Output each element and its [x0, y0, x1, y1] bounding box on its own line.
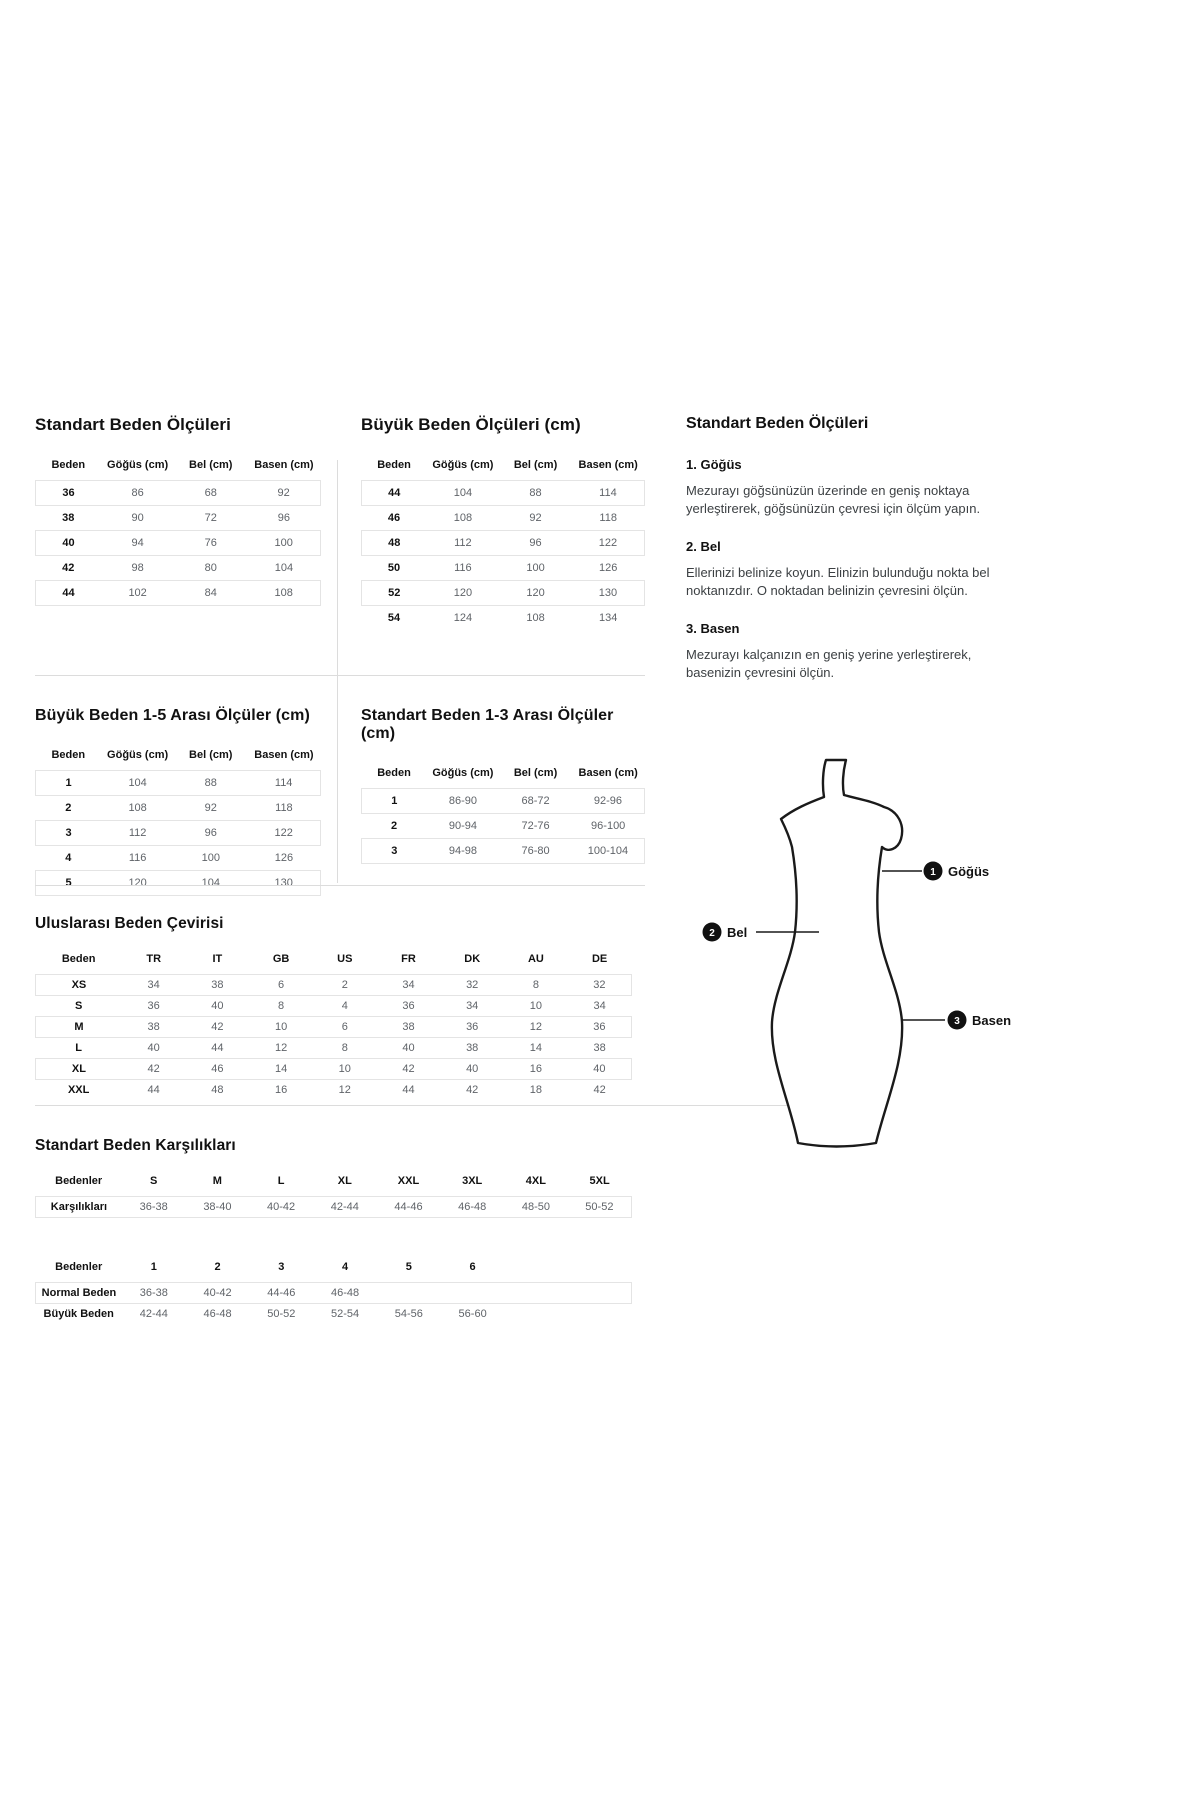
- column-header: 2: [214, 1261, 221, 1273]
- table-cell: L: [75, 1042, 83, 1054]
- size-equivalents-table: [35, 1175, 632, 1218]
- step-heading: 2. Bel: [686, 538, 721, 554]
- table-cell: 10: [313, 1059, 377, 1080]
- table-cell: 36: [36, 481, 102, 506]
- table-cell: 96-100: [591, 820, 626, 832]
- table-cell: 36-38: [122, 1283, 186, 1304]
- table-cell: 44: [211, 1042, 224, 1054]
- table-cell: [377, 1283, 441, 1304]
- table-cell: 36: [402, 1000, 415, 1012]
- table-cell: 42-44: [139, 1308, 168, 1320]
- table-cell: 80: [204, 562, 217, 574]
- table-row: [36, 481, 321, 506]
- column-header: 6: [469, 1261, 476, 1273]
- section-title: Uluslarası Beden Çevirisi: [35, 915, 224, 932]
- section-title: Büyük Beden 1-5 Arası Ölçüler (cm): [35, 707, 310, 724]
- table-cell: 88: [174, 771, 247, 796]
- table-cell: 2: [390, 820, 398, 832]
- column-header: DE: [591, 953, 608, 965]
- table-cell: 44: [402, 1084, 415, 1096]
- table-cell: 54-56: [394, 1308, 423, 1320]
- table-cell: 72-76: [521, 820, 550, 832]
- table-cell: XXL: [67, 1084, 90, 1096]
- table-cell: 44: [362, 481, 427, 506]
- column-header: Beden: [51, 459, 86, 471]
- table-cell: Büyük Beden: [43, 1308, 114, 1320]
- table-cell: 108: [453, 512, 473, 524]
- header-row: [36, 459, 321, 481]
- column-header: Bel (cm): [513, 459, 558, 471]
- plus-range-block: [35, 707, 337, 896]
- table-cell: 8: [278, 1000, 285, 1012]
- column-header: [505, 1261, 632, 1283]
- plus-sizes-table: [361, 459, 645, 630]
- table-cell: 44-46: [377, 1197, 441, 1218]
- table-cell: 42: [186, 1017, 250, 1038]
- step-text: Ellerinizi belinize koyun. Elinizin bulunduğu nokta bel noktanızdır. O noktadan belinizin çevresini ölçün.: [686, 564, 990, 599]
- table-cell: 100: [201, 852, 220, 864]
- table-row: [362, 814, 645, 839]
- table-row: [362, 789, 645, 814]
- table-cell: 84: [174, 581, 247, 606]
- table-row: [36, 556, 321, 581]
- standard-sizes-table: [35, 459, 321, 606]
- table-cell: 40: [147, 1042, 160, 1054]
- table-cell: 122: [572, 531, 645, 556]
- table-cell: 1: [362, 789, 427, 814]
- table-cell: 34: [593, 1000, 606, 1012]
- table-cell: 50-52: [267, 1308, 296, 1320]
- table-row: [36, 581, 321, 606]
- table-cell: 46-48: [203, 1308, 232, 1320]
- column-header: XXL: [397, 1175, 420, 1187]
- table-cell: 114: [247, 771, 320, 796]
- column-header: 4XL: [525, 1175, 546, 1187]
- column-header: M: [212, 1175, 222, 1187]
- table-cell: 104: [101, 771, 174, 796]
- table-cell: 48-50: [504, 1197, 568, 1218]
- table-cell: 50: [387, 562, 401, 574]
- dress-outline: [772, 760, 902, 1147]
- table-cell: 12: [338, 1084, 351, 1096]
- table-cell: 68: [174, 481, 247, 506]
- table-row: [36, 1283, 632, 1304]
- table-cell: 42: [593, 1084, 606, 1096]
- table-row: [36, 1059, 632, 1080]
- table-cell: 36-38: [122, 1197, 186, 1218]
- guide-step: [686, 621, 1024, 683]
- table-row: [362, 481, 645, 506]
- table-cell: 104: [427, 481, 500, 506]
- table-cell: 40: [211, 1000, 224, 1012]
- table-cell: 92-96: [572, 789, 645, 814]
- table-cell: 76-80: [499, 839, 572, 864]
- step-heading: 1. Göğüs: [686, 457, 742, 472]
- table-cell: 126: [274, 852, 294, 864]
- table-cell: 10: [529, 1000, 543, 1012]
- column-header: Göğüs (cm): [107, 749, 169, 761]
- horizontal-divider: [35, 675, 645, 676]
- table-cell: 16: [504, 1059, 568, 1080]
- table-cell: 42-44: [313, 1197, 377, 1218]
- table-cell: 96: [499, 531, 572, 556]
- table-cell: 4: [65, 852, 72, 864]
- table-cell: 44: [147, 1084, 160, 1096]
- table-cell: 38: [593, 1042, 606, 1054]
- table-cell: 38: [466, 1042, 479, 1054]
- column-header: Bel (cm): [189, 459, 233, 471]
- standard-range-table: [361, 767, 645, 864]
- table-cell: 92: [529, 512, 542, 524]
- plus-range-table: [35, 749, 321, 896]
- table-cell: 88: [499, 481, 572, 506]
- marker-label: Basen: [972, 1012, 1012, 1028]
- marker-label: Bel: [727, 924, 748, 940]
- table-row: [36, 1038, 632, 1059]
- table-cell: 46: [186, 1059, 250, 1080]
- column-header: S: [150, 1175, 158, 1187]
- standard-sizes-block: [35, 415, 337, 630]
- table-row: [36, 1197, 632, 1218]
- table-row: [362, 581, 645, 606]
- table-cell: 96: [174, 821, 247, 846]
- table-cell: 34: [466, 1000, 479, 1012]
- table-cell: 98: [131, 562, 144, 574]
- table-cell: 94-98: [427, 839, 500, 864]
- table-cell: 36: [568, 1017, 632, 1038]
- table-cell: 108: [526, 612, 545, 624]
- section-title: Büyük Beden Ölçüleri (cm): [361, 415, 581, 434]
- column-header: Göğüs (cm): [432, 459, 494, 471]
- table-cell: 52: [362, 581, 427, 606]
- table-cell: [441, 1283, 505, 1304]
- column-header: XL: [337, 1175, 352, 1187]
- table-cell: 40: [36, 531, 102, 556]
- table-row: [36, 846, 321, 871]
- header-row: [362, 767, 645, 789]
- column-header: Basen (cm): [254, 749, 314, 761]
- table-cell: 130: [572, 581, 645, 606]
- table-cell: 44: [36, 581, 102, 606]
- dress-diagram: [686, 757, 1024, 1162]
- marker-label: Göğüs: [948, 863, 990, 879]
- section-range-tables: [35, 707, 645, 896]
- column-header: Bel (cm): [189, 749, 233, 761]
- column-header: 5XL: [589, 1175, 610, 1187]
- column-header: Basen (cm): [254, 459, 314, 471]
- table-cell: [505, 1283, 632, 1304]
- table-cell: 46-48: [440, 1197, 504, 1218]
- table-cell: 12: [274, 1042, 288, 1054]
- table-cell: 8: [341, 1042, 348, 1054]
- table-cell: 134: [599, 612, 618, 624]
- column-header: Göğüs (cm): [107, 459, 169, 471]
- marker-number: 3: [954, 1015, 960, 1027]
- plus-sizes-block: [337, 415, 645, 630]
- table-cell: 92: [204, 802, 217, 814]
- table-cell: 38: [186, 975, 250, 996]
- table-cell: 46: [387, 512, 401, 524]
- column-header: Bel (cm): [513, 767, 558, 779]
- table-cell: 120: [499, 581, 572, 606]
- table-cell: 100-104: [572, 839, 645, 864]
- header-row: [36, 1261, 632, 1283]
- table-cell: 100: [247, 531, 320, 556]
- table-cell: 120: [101, 871, 174, 896]
- table-cell: 3: [362, 839, 427, 864]
- column-header: Beden: [51, 749, 86, 761]
- table-cell: 42: [122, 1059, 186, 1080]
- table-cell: 42: [466, 1084, 479, 1096]
- table-row: [36, 975, 632, 996]
- header-row: [362, 459, 645, 481]
- table-cell: 108: [247, 581, 320, 606]
- horizontal-divider: [35, 885, 645, 886]
- column-header: Göğüs (cm): [432, 767, 494, 779]
- table-row: [362, 839, 645, 864]
- column-header: GB: [272, 953, 290, 965]
- table-cell: 6: [313, 1017, 377, 1038]
- table-row: [36, 531, 321, 556]
- table-row: [36, 771, 321, 796]
- table-cell: 54: [387, 612, 401, 624]
- table-cell: 90: [131, 512, 144, 524]
- table-cell: 76: [174, 531, 247, 556]
- table-cell: 3: [36, 821, 102, 846]
- table-cell: 126: [599, 562, 618, 574]
- section-title: Standart Beden Ölçüleri: [35, 415, 231, 434]
- column-header: 3: [278, 1261, 285, 1273]
- column-header: TR: [146, 953, 162, 965]
- column-header: Beden: [377, 459, 411, 471]
- table-cell: 42: [377, 1059, 441, 1080]
- table-cell: Normal Beden: [36, 1283, 122, 1304]
- table-cell: XL: [36, 1059, 122, 1080]
- table-cell: 6: [249, 975, 313, 996]
- table-row: [36, 1304, 632, 1325]
- table-cell: 32: [568, 975, 632, 996]
- table-cell: 118: [275, 802, 293, 814]
- table-row: [362, 506, 645, 531]
- table-cell: 10: [249, 1017, 313, 1038]
- table-cell: 50-52: [568, 1197, 632, 1218]
- column-header: 4: [342, 1261, 349, 1273]
- table-cell: 40-42: [186, 1283, 250, 1304]
- table-cell: 100: [526, 562, 545, 574]
- table-cell: 40: [402, 1042, 415, 1054]
- table-row: [362, 556, 645, 581]
- table-cell: XS: [36, 975, 122, 996]
- section-top-tables: [35, 415, 645, 630]
- table-cell: 4: [341, 1000, 348, 1012]
- size-tables-area: [35, 415, 645, 1345]
- section-title: Standart Beden 1-3 Arası Ölçüler (cm): [361, 707, 614, 742]
- table-cell: 116: [128, 852, 147, 864]
- table-cell: 124: [453, 612, 473, 624]
- table-row: [36, 821, 321, 846]
- table-cell: 130: [247, 871, 320, 896]
- section-title: Standart Beden Karşılıkları: [35, 1137, 236, 1154]
- step-text: Mezurayı kalçanızın en geniş yerine yerleştirerek, basenizin çevresini ölçün.: [686, 646, 972, 681]
- table-cell: 14: [249, 1059, 313, 1080]
- table-cell: 32: [440, 975, 504, 996]
- table-cell: 116: [454, 562, 472, 574]
- table-cell: 72: [204, 512, 217, 524]
- step-heading: 3. Basen: [686, 620, 740, 636]
- table-cell: 34: [122, 975, 186, 996]
- table-cell: 120: [427, 581, 500, 606]
- table-cell: 104: [174, 871, 247, 896]
- table-cell: 104: [274, 562, 294, 574]
- table-cell: S: [74, 1000, 83, 1012]
- table-cell: 96: [277, 512, 291, 524]
- table-cell: 122: [247, 821, 320, 846]
- column-header: L: [277, 1175, 285, 1187]
- table-cell: 90-94: [448, 820, 477, 832]
- table-cell: 38: [377, 1017, 441, 1038]
- column-header: IT: [212, 953, 223, 965]
- guide-title: Standart Beden Ölçüleri: [686, 415, 869, 432]
- table-cell: 112: [101, 821, 174, 846]
- table-cell: 86-90: [427, 789, 500, 814]
- marker-number: 2: [709, 927, 715, 939]
- table-row: [36, 1080, 632, 1101]
- table-cell: 36: [147, 1000, 160, 1012]
- table-cell: 5: [36, 871, 102, 896]
- table-cell: 112: [427, 531, 500, 556]
- header-row: [36, 1175, 632, 1197]
- table-cell: 46-48: [313, 1283, 377, 1304]
- header-row: [36, 749, 321, 771]
- column-header: 1: [150, 1261, 157, 1273]
- table-cell: M: [36, 1017, 122, 1038]
- column-header: Basen (cm): [578, 459, 638, 471]
- table-cell: 38: [122, 1017, 186, 1038]
- table-cell: 40-42: [249, 1197, 313, 1218]
- international-conversion-table: [35, 953, 632, 1100]
- table-cell: 56-60: [458, 1308, 487, 1320]
- column-header: 5: [405, 1261, 412, 1273]
- table-row: [36, 796, 321, 821]
- column-header: 3XL: [462, 1175, 483, 1187]
- table-row: [36, 996, 632, 1017]
- column-header: FR: [401, 953, 416, 965]
- measuring-guide: [686, 415, 1024, 1162]
- table-cell: 40: [440, 1059, 504, 1080]
- table-cell: 14: [529, 1042, 543, 1054]
- table-cell: 44-46: [249, 1283, 313, 1304]
- table-cell: 114: [572, 481, 645, 506]
- table-cell: 2: [313, 975, 377, 996]
- table-cell: 1: [36, 771, 102, 796]
- table-cell: 34: [377, 975, 441, 996]
- table-cell: 12: [504, 1017, 568, 1038]
- column-header: Beden: [61, 953, 96, 965]
- table-cell: 38: [62, 512, 75, 524]
- table-cell: 102: [101, 581, 174, 606]
- table-cell: 118: [599, 512, 617, 524]
- dress-diagram-svg: [686, 757, 1026, 1157]
- table-row: [36, 1017, 632, 1038]
- column-header: DK: [464, 953, 481, 965]
- table-row: [362, 606, 645, 631]
- table-row: [362, 531, 645, 556]
- table-cell: 8: [504, 975, 568, 996]
- table-cell: 38-40: [186, 1197, 250, 1218]
- table-cell: 42: [62, 562, 75, 574]
- column-header: AU: [527, 953, 544, 965]
- table-cell: 92: [247, 481, 320, 506]
- table-cell: [505, 1304, 632, 1325]
- column-header: US: [337, 953, 353, 965]
- step-text: Mezurayı göğsünüzün üzerinde en geniş noktaya yerleştirerek, göğsünüzün çevresi için ölçüm yapın.: [686, 483, 981, 517]
- table-cell: 108: [128, 802, 147, 814]
- table-cell: 48: [211, 1084, 224, 1096]
- table-row: [36, 506, 321, 531]
- table-cell: 16: [274, 1084, 288, 1096]
- table-cell: 68-72: [499, 789, 572, 814]
- table-cell: 2: [65, 802, 72, 814]
- column-header: Bedenler: [55, 1175, 103, 1187]
- numbered-size-equivalents-table: [35, 1261, 632, 1324]
- guide-step: [686, 539, 1024, 601]
- table-cell: Karşılıkları: [36, 1197, 122, 1218]
- header-row: [36, 953, 632, 975]
- table-cell: 94: [101, 531, 174, 556]
- table-row: [36, 871, 321, 896]
- column-header: Basen (cm): [578, 767, 638, 779]
- table-cell: 36: [440, 1017, 504, 1038]
- table-cell: 48: [362, 531, 427, 556]
- table-cell: 18: [529, 1084, 543, 1096]
- column-header: Bedenler: [55, 1261, 103, 1273]
- table-cell: 40: [568, 1059, 632, 1080]
- marker-number: 1: [930, 866, 936, 878]
- table-cell: 52-54: [331, 1308, 360, 1320]
- guide-step: [686, 457, 1024, 519]
- table-cell: 86: [101, 481, 174, 506]
- standard-range-block: [337, 707, 645, 896]
- column-header: Beden: [377, 767, 411, 779]
